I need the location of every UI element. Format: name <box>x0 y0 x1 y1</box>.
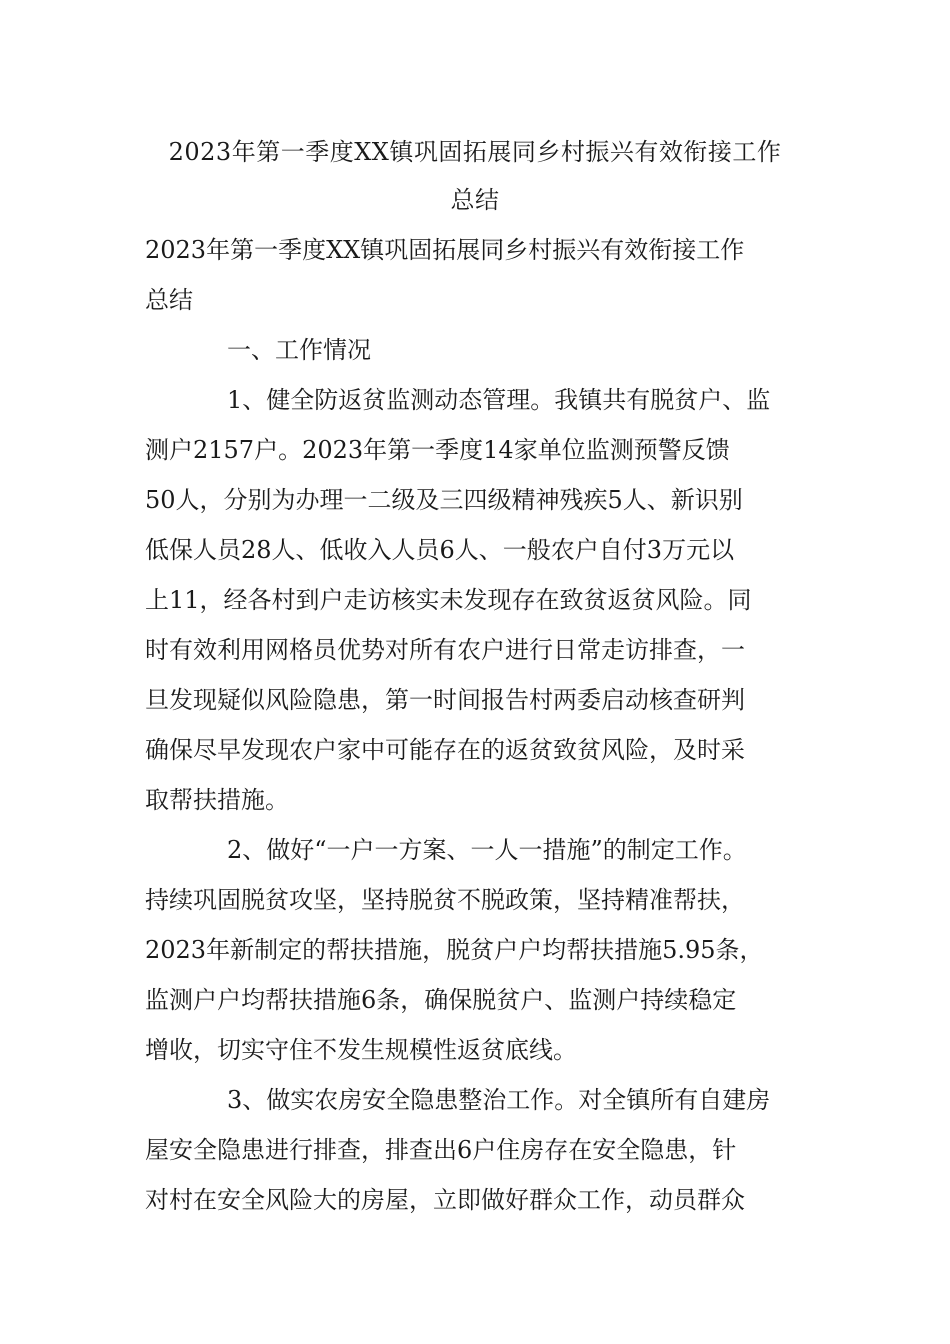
paragraph-3 <box>145 1075 825 1225</box>
paragraph-line: 3、做实农房安全隐患整治工作。对全镇所有自建房 <box>227 1086 771 1114</box>
repeated-title-line: 总结 <box>145 286 193 314</box>
paragraph-line: 旦发现疑似风险隐患，第一时间报告村两委启动核查研判 <box>145 686 745 714</box>
paragraph-line: 持续巩固脱贫攻坚，坚持脱贫不脱政策，坚持精准帮扶， <box>145 886 745 914</box>
paragraph-line: 2、做好“一户一方案、一人一措施”的制定工作。 <box>227 836 747 864</box>
paragraph-line: 时有效利用网格员优势对所有农户进行日常走访排查，一 <box>145 636 745 664</box>
paragraph-line: 监测户户均帮扶措施6条，确保脱贫户、监测户持续稳定 <box>145 986 737 1014</box>
repeated-title <box>145 225 825 325</box>
paragraph-2 <box>145 825 825 1075</box>
repeated-title-line: 2023年第一季度XX镇巩固拓展同乡村振兴有效衔接工作 <box>145 236 745 264</box>
paragraph-line: 低保人员28人、低收入人员6人、一般农户自付3万元以 <box>145 536 735 564</box>
paragraph-line: 屋安全隐患进行排查，排查出6户住房存在安全隐患，针 <box>145 1136 737 1164</box>
paragraph-line: 1、健全防返贫监测动态管理。我镇共有脱贫户、监 <box>227 386 771 414</box>
document-body <box>145 225 825 1225</box>
paragraph-line: 上11，经各村到户走访核实未发现存在致贫返贫风险。同 <box>145 586 752 614</box>
title-line: 2023年第一季度XX镇巩固拓展同乡村振兴有效衔接工作 <box>168 138 782 166</box>
section-heading: 一、工作情况 <box>227 336 371 364</box>
paragraph-line: 测户2157户。2023年第一季度14家单位监测预警反馈 <box>145 436 730 464</box>
title-line: 总结 <box>450 186 500 214</box>
paragraph-line: 50人，分别为办理一二级及三四级精神残疾5人、新识别 <box>145 486 743 514</box>
paragraph-line: 对村在安全风险大的房屋，立即做好群众工作，动员群众 <box>145 1186 745 1214</box>
paragraph-1 <box>145 375 825 825</box>
paragraph-line: 确保尽早发现农户家中可能存在的返贫致贫风险，及时采 <box>145 736 745 764</box>
document-title <box>100 128 850 224</box>
paragraph-line: 取帮扶措施。 <box>145 786 289 814</box>
paragraph-line: 增收，切实守住不发生规模性返贫底线。 <box>145 1036 577 1064</box>
paragraph-line: 2023年新制定的帮扶措施，脱贫户户均帮扶措施5.95条， <box>145 936 764 964</box>
